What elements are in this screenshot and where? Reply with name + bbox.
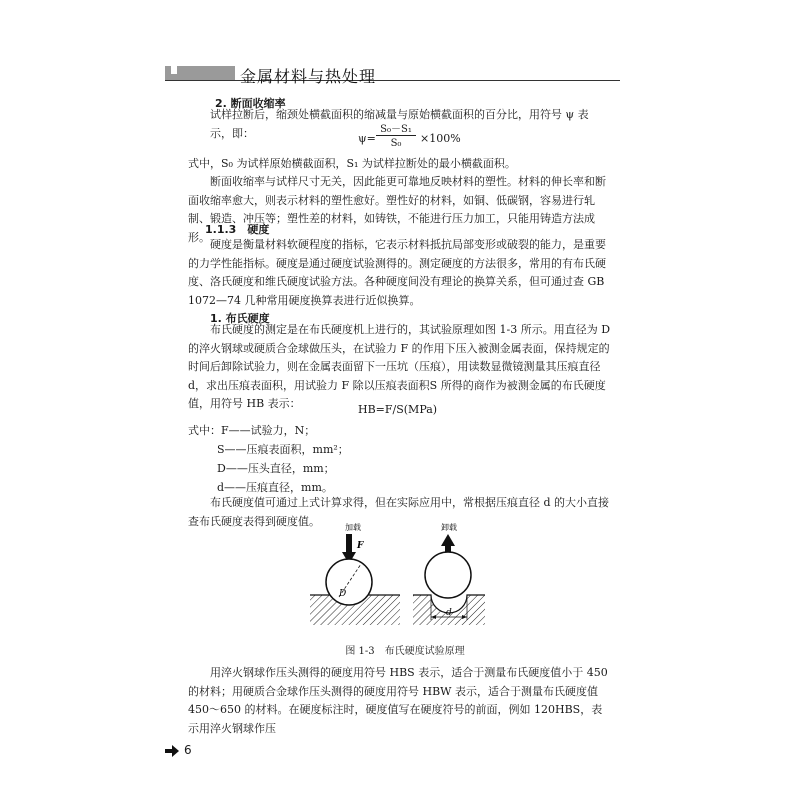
page-number: 6 [184,743,192,757]
indenter-ball-left [326,559,372,605]
definition-item: S——压痕表面积，mm²； [217,443,349,456]
paragraph: 式中，S₀ 为试样原始横截面积，S₁ 为试样拉断处的最小横截面积。 [188,157,516,170]
header-rule [165,80,620,81]
formula-numerator: S₀－S₁ [380,124,412,135]
definition-item: 式中：F——试验力，N； [188,424,316,437]
label-unload: 卸载 [441,523,457,532]
paragraph: 布氏硬度的测定是在布氏硬度机上进行的，其试验原理如图 1-3 所示。用直径为 D 的淬火钢球或硬质合金球做压头，在试验力 F 的作用下压入被测金属表面，保持规定的时间后卸除试验力，则在金属表面留下一压坑（压痕），用读数显微镜测量其压痕直径 d，求出压痕表面积，用试验力 F 除以压痕表面积S 所得的商作为被测金属的布氏硬度值，用符号 HB 表示： [188,323,611,411]
paragraph: 硬度是衡量材料软硬程度的指标，它表示材料抵抗局部变形或破裂的能力，是重要的力学性能指标。硬度是通过硬度试验测得的。测定硬度的方法很多，常用的有布氏硬度、洛氏硬度和维氏硬度试验方法。各种硬度间没有理论的换算关系，但可通过查 GB 1072—74 几种常用硬度换算表进行近似换算。 [188,238,606,307]
formula-rhs: ×100% [420,132,461,145]
label-ball-diameter: D [339,589,347,599]
label-force-f: F [357,541,364,551]
formula-lhs: ψ= [358,132,376,145]
label-indent-diameter: d [446,608,452,618]
definition-item: d——压痕直径，mm。 [217,481,333,494]
formula-brinell: HB=F/S(MPa) [358,403,438,416]
figure-caption: 图 1-3 布氏硬度试验原理 [345,646,465,657]
paragraph: 断面收缩率与试样尺寸无关，因此能更可靠地反映材料的塑性。材料的伸长率和断面收缩率愈大，则表示材料的塑性愈好。塑性好的材料，如铜、低碳钢，容易进行轧制、锻造、冲压等；塑性差的材料，如铸铁，不能进行压力加工，只能用铸造方法成形。 [188,175,606,244]
section-title-hardness: 1.1.3 硬度 [205,223,270,236]
section-title-brinell: 1. 布氏硬度 [210,312,270,325]
paragraph: 布氏硬度值可通过上式计算求得，但在实际应用中，常根据压痕直径 d 的大小直接查布氏硬度表得到硬度值。 [188,496,610,528]
brinell-test-figure [305,520,505,630]
page-header-title: 金属材料与热处理 [240,67,377,86]
header-decoration [165,66,235,80]
definition-item: D——压头直径，mm； [217,462,335,475]
indenter-ball-right [425,552,471,598]
paragraph: 试样拉断后，缩颈处横截面积的缩减量与原始横截面积的百分比，用符号 ψ 表示，即： [210,108,589,140]
paragraph: 用淬火钢球作压头测得的硬度用符号 HBS 表示，适合于测量布氏硬度值小于 450 的材料；用硬质合金球作压头测得的硬度用符号 HBW 表示，适合于测量布氏硬度值 450～650 的材料。在硬度标注时，硬度值写在硬度符号的前面，例如 120HBS，表示用淬火钢球作压 [188,666,608,735]
section-title-reduction-of-area: 2. 断面收缩率 [215,97,286,110]
arrow-right-icon [165,745,179,757]
fraction-bar [376,135,416,136]
label-load: 加载 [345,523,361,532]
formula-denominator: S₀ [390,138,402,149]
